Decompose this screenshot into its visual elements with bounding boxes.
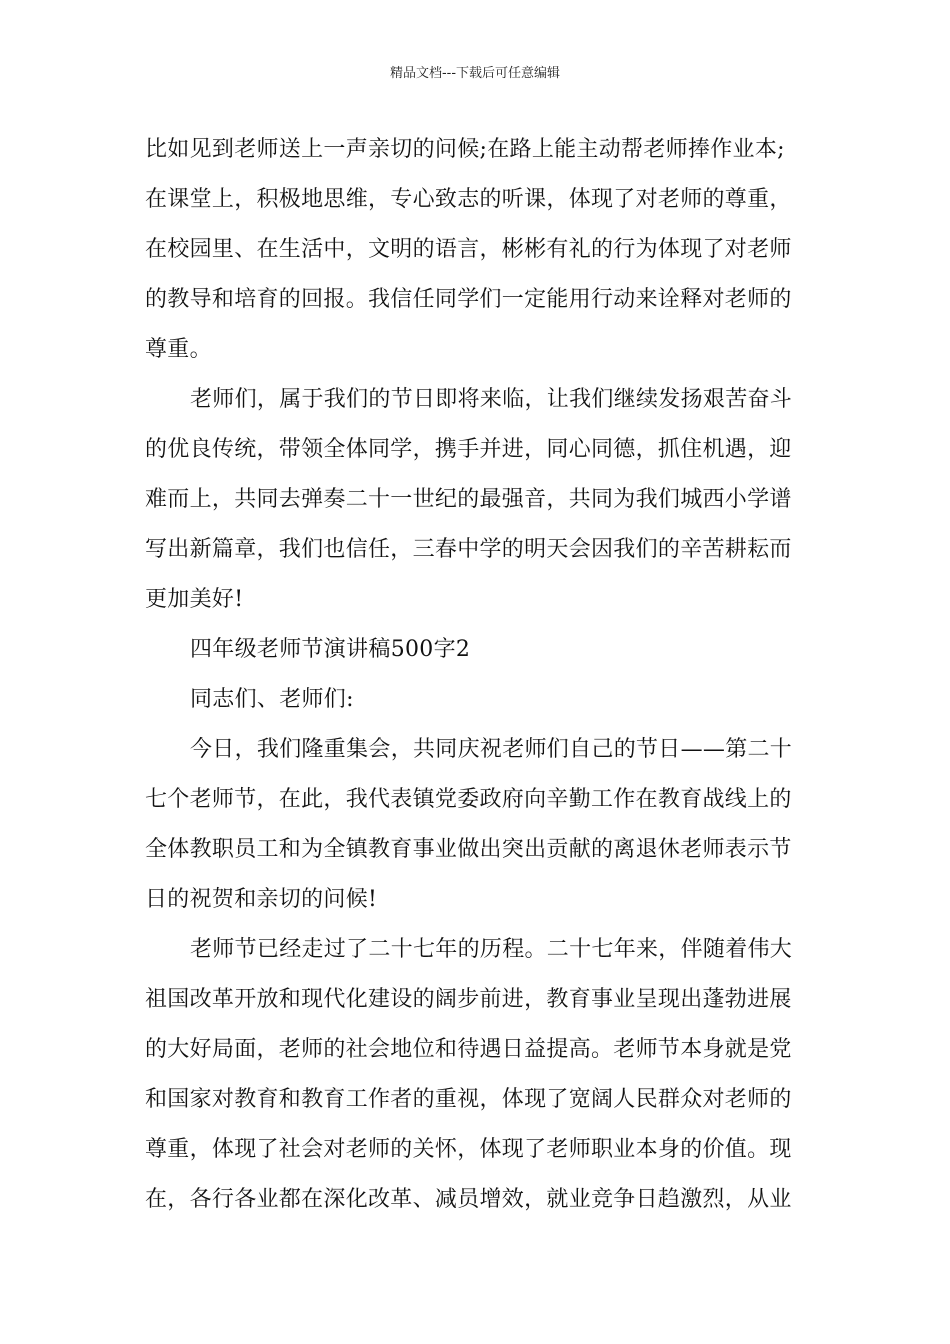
text-line: 的优良传统，带领全体同学，携手并进，同心同德，抓住机遇，迎 (145, 437, 792, 462)
text-line: 更加美好! (145, 587, 244, 612)
text-line: 尊重，体现了社会对老师的关怀，体现了老师职业本身的价值。现 (145, 1137, 792, 1162)
salutation: 同志们、老师们: (190, 687, 354, 712)
text-line: 难而上，共同去弹奏二十一世纪的最强音，共同为我们城西小学谱 (145, 487, 792, 512)
paragraph-start-line: 老师节已经走过了二十七年的历程。二十七年来，伴随着伟大 (190, 937, 793, 962)
text-line: 比如见到老师送上一声亲切的问候;在路上能主动帮老师捧作业本; (145, 137, 785, 162)
section-heading: 四年级老师节演讲稿500字2 (190, 637, 471, 662)
paragraph-start-line: 老师们，属于我们的节日即将来临，让我们继续发扬艰苦奋斗 (190, 387, 793, 412)
text-line: 全体教职员工和为全镇教育事业做出突出贡献的离退休老师表示节 (145, 837, 792, 862)
document-body (145, 125, 815, 1225)
text-line: 和国家对教育和教育工作者的重视，体现了宽阔人民群众对老师的 (145, 1087, 792, 1112)
paragraph-start-line: 今日，我们隆重集会，共同庆祝老师们自己的节日——第二十 (190, 737, 793, 762)
text-line: 写出新篇章，我们也信任，三春中学的明天会因我们的辛苦耕耘而 (145, 537, 792, 562)
text-line: 的大好局面，老师的社会地位和待遇日益提高。老师节本身就是党 (145, 1037, 792, 1062)
text-line: 的教导和培育的回报。我信任同学们一定能用行动来诠释对老师的 (145, 287, 792, 312)
text-line: 尊重。 (145, 337, 212, 362)
text-line: 在，各行各业都在深化改革、减员增效，就业竞争日趋激烈，从业 (145, 1187, 792, 1212)
text-line: 在校园里、在生活中，文明的语言，彬彬有礼的行为体现了对老师 (145, 237, 792, 262)
text-line: 祖国改革开放和现代化建设的阔步前进，教育事业呈现出蓬勃进展 (145, 987, 792, 1012)
text-line: 在课堂上，积极地思维，专心致志的听课，体现了对老师的尊重， (145, 187, 792, 212)
text-line: 日的祝贺和亲切的问候! (145, 887, 378, 912)
page-header: 精品文档---下载后可任意编辑 (389, 66, 561, 81)
text-line: 七个老师节，在此，我代表镇党委政府向辛勤工作在教育战线上的 (145, 787, 792, 812)
